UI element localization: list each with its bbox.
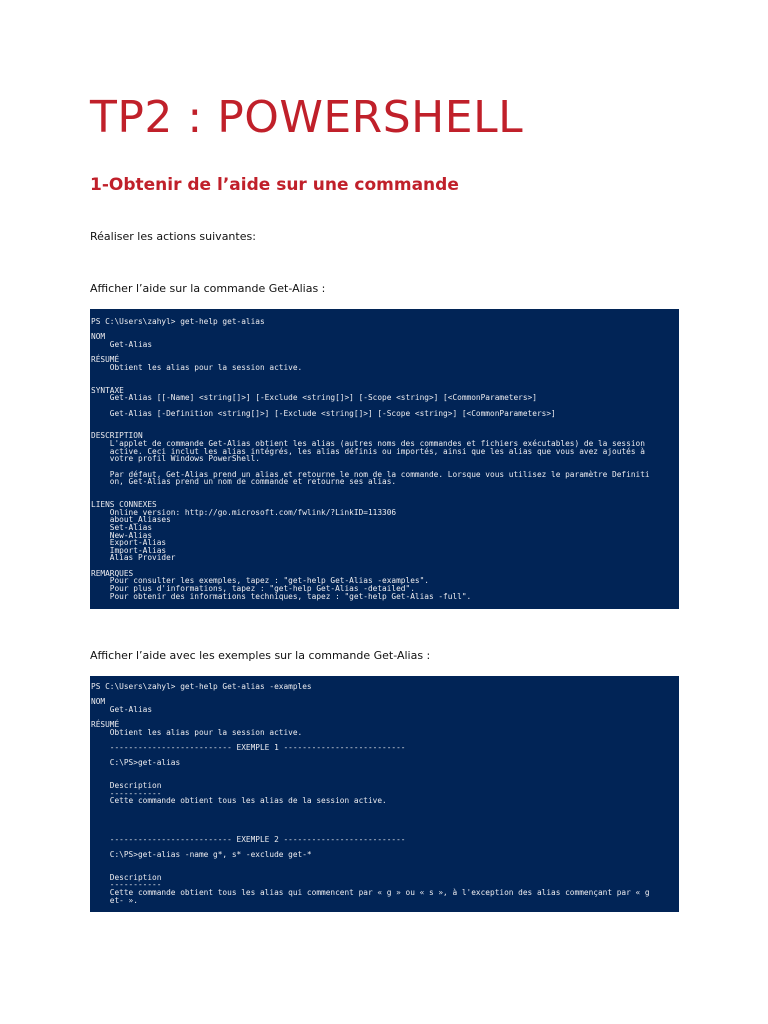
step1-label: Afficher l’aide sur la commande Get-Alias : — [90, 282, 326, 295]
section-heading: 1-Obtenir de l’aide sur une commande — [90, 175, 459, 195]
console-output-examples: PS C:\Users\zahyl> get-help Get-alias -examples NOM Get-Alias RÉSUMÉ Obtient les alias pour la session active. -------------------------- EXEMPLE 1 -------------------------- C:\PS>get-alias Description ----------- Cette commande obtient tous les alias de la session active. -------------------------- EXEMPLE 2 -------------------------- C:\PS>get-alias -name g*, s* -exclude get-* Description ----------- Cette commande obtient tous les alias qui commencent par « g » ou « s », à l'exception des alias commençant par « g et- ». — [91, 682, 650, 905]
intro-text: Réaliser les actions suivantes: — [90, 230, 256, 243]
console-output-help: PS C:\Users\zahyl> get-help get-alias NOM Get-Alias RÉSUMÉ Obtient les alias pour la session active. SYNTAXE Get-Alias [[-Name] <string[]>] [-Exclude <string[]>] [-Scope <string>] [<CommonParameters>] Get-Alias [-Definition <string[]>] [-Exclude <string[]>] [-Scope <string>] [<CommonParameters>] DESCRIPTION L'applet de commande Get-Alias obtient les alias (autres noms des commandes et fichiers exécutables) de la session active. Ceci inclut les alias intégrés, les alias définis ou importés, ainsi que les alias que vous avez ajoutés à votre profil Windows PowerShell. Par défaut, Get-Alias prend un alias et retourne le nom de la commande. Lorsque vous utilisez le paramètre Definiti on, Get-Alias prend un nom de commande et retourne ses alias. LIENS CONNEXES Online version: http://go.microsoft.com/fwlink/?LinkID=113306 about_Aliases Set-Alias New-Alias Export-Alias Import-Alias Alias Provider REMARQUES Pour consulter les exemples, tapez : "get-help Get-Alias -examples". Pour plus d'informations, tapez : "get-help Get-Alias -detailed". Pour obtenir des informations techniques, tapez : "get-help Get-Alias -full". — [91, 317, 650, 601]
page-title: TP2 : POWERSHELL — [90, 92, 524, 143]
powershell-screenshot-examples — [90, 676, 679, 912]
powershell-screenshot-help — [90, 309, 679, 609]
step2-label: Afficher l’aide avec les exemples sur la commande Get-Alias : — [90, 649, 431, 662]
